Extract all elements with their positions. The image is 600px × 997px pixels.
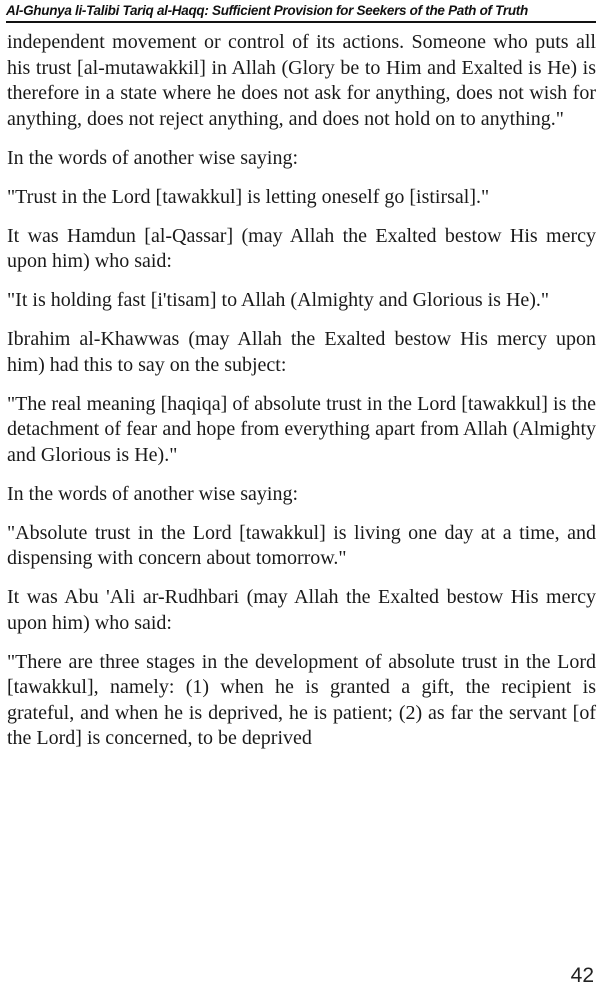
paragraph-6: Ibrahim al-Khawwas (may Allah the Exalted bestow His mercy upon him) had this to say on the subject:: [7, 328, 596, 376]
body-text: [7, 30, 596, 765]
paragraph-5: "It is holding fast [i'tisam] to Allah (Almighty and Glorious is He).": [7, 289, 550, 311]
paragraph-3: "Trust in the Lord [tawakkul] is letting oneself go [istirsal].": [7, 185, 490, 208]
paragraph-10: It was Abu 'Ali ar-Rudhbari (may Allah the Exalted bestow His mercy upon him) who said:: [7, 586, 596, 634]
paragraph-11: "There are three stages in the development of absolute trust in the Lord [tawakkul], namely: (1) when he is granted a gift, the recipient is grateful, and when he is deprived, he is patient; (2) as far the servant [of the Lord] is concerned, to be deprived: [7, 650, 596, 749]
page-number: 42: [570, 964, 594, 987]
paragraph-4: It was Hamdun [al-Qassar] (may Allah the Exalted bestow His mercy upon him) who said:: [7, 224, 596, 272]
paragraph-1: independent movement or control of its actions. Someone who puts all his trust [al-mutawakkil] in Allah (Glory be to Him and Exalted is He) is therefore in a state where he does not ask for anything, does not wish for anything, does not reject anything, and does not hold on to anything.": [7, 31, 596, 130]
paragraph-8: In the words of another wise saying:: [7, 482, 299, 505]
running-header-title: Al-Ghunya li-Talibi Tariq al-Haqq: Sufficient Provision for Seekers of the Path of Truth: [6, 3, 528, 18]
header-rule: [6, 21, 596, 23]
paragraph-9: "Absolute trust in the Lord [tawakkul] is living one day at a time, and dispensing with concern about tomorrow.": [7, 521, 596, 569]
paragraph-7: "The real meaning [haqiqa] of absolute trust in the Lord [tawakkul] is the detachment of fear and hope from everything apart from Allah (Almighty and Glorious is He).": [7, 392, 596, 466]
paragraph-2: In the words of another wise saying:: [7, 146, 299, 169]
